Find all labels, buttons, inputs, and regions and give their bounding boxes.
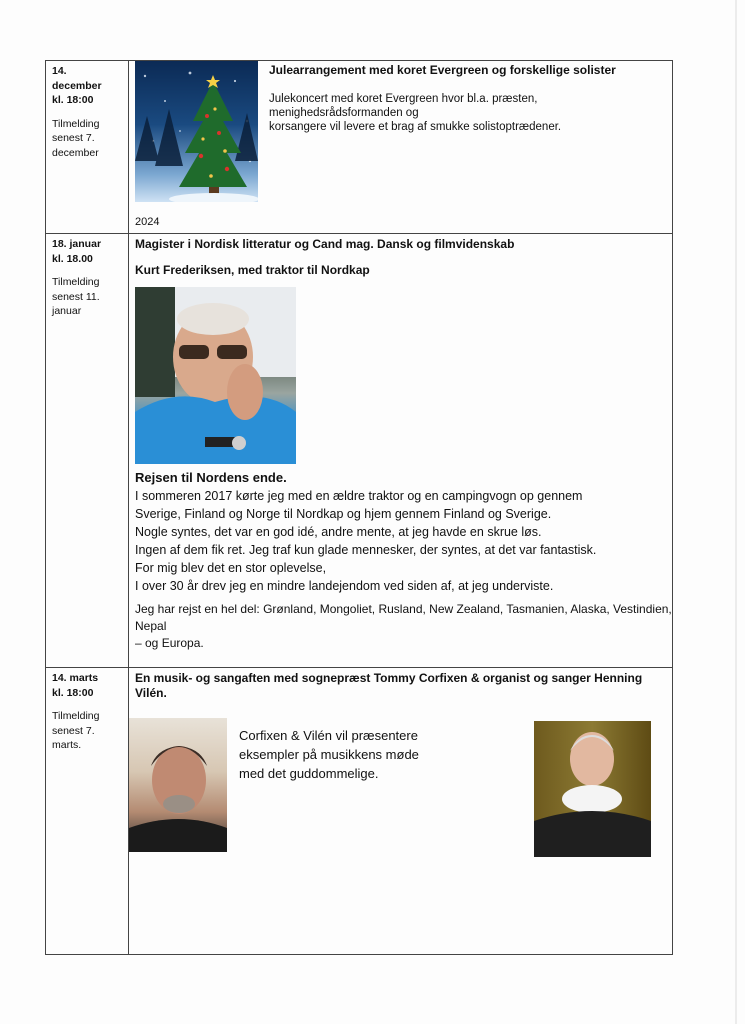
body-line: korsangere vil levere et brag af smukke solistoptrædener. (269, 121, 562, 133)
signup-line: Tilmelding (52, 276, 100, 288)
date-line: kl. 18.00 (52, 252, 93, 265)
table-row (46, 234, 673, 668)
year-marker: 2024 (135, 216, 160, 228)
event-title: Magister i Nordisk litteratur og Cand mag. Dansk og filmvidenskab (135, 237, 515, 251)
signup-line: Tilmelding (52, 117, 100, 130)
table-row (46, 61, 673, 234)
signup-deadline (52, 275, 124, 319)
story-line: I sommeren 2017 kørte jeg med en ældre traktor og en campingvogn op gennem (135, 489, 583, 503)
signup-line: marts. (52, 739, 82, 751)
event-title: Julearrangement med koret Evergreen og forskellige solister (269, 63, 616, 77)
signup-line: Tilmelding (52, 710, 100, 722)
page-edge (735, 0, 737, 1024)
title-line: En musik- og sangaften med sognepræst Tommy Corfixen & organist og sanger Henning (135, 671, 643, 685)
signup-line: december (52, 146, 99, 159)
signup-deadline (52, 117, 124, 161)
story-line: Nogle syntes, det var en god idé, andre mente, at jeg havde en skrue løs. (135, 525, 542, 539)
signup-line: senest 7. (52, 724, 95, 737)
story-block (135, 469, 695, 595)
body-line: Julekoncert med koret Evergreen hvor bl.a. præsten, (269, 93, 538, 105)
event-title (135, 671, 675, 701)
signup-line: senest 11. (52, 290, 100, 303)
title-line: Vilén. (135, 686, 167, 700)
travel-line: Jeg har rejst en hel del: Grønland, Mongoliet, Rusland, New Zealand, Tasmanien, Alaska, Vestindien, (135, 602, 672, 616)
travel-block (135, 601, 695, 652)
event-content (129, 668, 673, 955)
body-line: eksempler på musikkens møde (239, 747, 419, 762)
travel-line: – og Europa. (135, 636, 204, 650)
signup-line: januar (52, 305, 82, 317)
story-line: Ingen af dem fik ret. Jeg traf kun glade mennesker, der syntes, at det var fantastisk. (135, 543, 597, 557)
story-line: Sverige, Finland og Norge til Nordkap og hjem gennem Finland og Sverige. (135, 507, 552, 521)
body-line: menighedsrådsformanden og (269, 107, 419, 119)
signup-deadline (52, 709, 124, 753)
table-row (46, 668, 673, 955)
portrait-icon (135, 287, 296, 464)
date-line: 14. marts (52, 672, 99, 684)
event-content (129, 234, 673, 668)
date-cell (46, 668, 129, 955)
story-line: For mig blev det en stor oplevelse, (135, 561, 327, 575)
date-line: kl. 18:00 (52, 94, 94, 106)
tommy-portrait-image (129, 718, 227, 852)
signup-line: senest 7. (52, 132, 95, 144)
christmas-tree-icon (135, 61, 258, 202)
portrait-icon (534, 721, 651, 857)
christmas-tree-image (135, 61, 258, 202)
date-line: kl. 18:00 (52, 686, 94, 699)
portrait-icon (129, 718, 227, 852)
date-cell (46, 61, 129, 234)
date-line: 14. (52, 65, 67, 77)
event-subtitle: Kurt Frederiksen, med traktor til Nordkap (135, 263, 370, 277)
date-cell (46, 234, 129, 668)
travel-line: Nepal (135, 619, 167, 633)
date-line: 18. januar (52, 238, 102, 250)
date-line: december (52, 79, 102, 92)
henning-portrait-image (534, 721, 651, 857)
body-line: med det guddommelige. (239, 766, 379, 781)
event-description (239, 726, 419, 783)
event-table (45, 60, 673, 955)
event-content (129, 61, 673, 234)
story-title: Rejsen til Nordens ende. (135, 470, 287, 485)
body-line: Corfixen & Vilén vil præsentere (239, 728, 418, 743)
event-description (269, 92, 561, 134)
story-line: I over 30 år drev jeg en mindre landejendom ved siden af, at jeg underviste. (135, 579, 554, 593)
speaker-portrait-image (135, 287, 296, 464)
